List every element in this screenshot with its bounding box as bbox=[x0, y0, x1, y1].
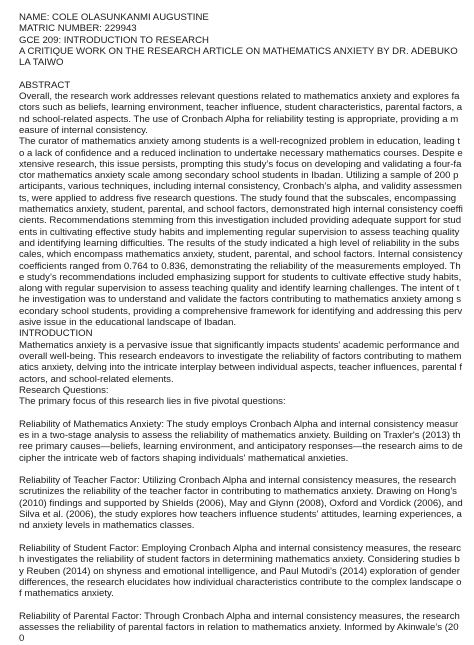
course-code: GCE 209: INTRODUCTION TO RESEARCH bbox=[19, 34, 209, 46]
question-paragraph-parental: Reliability of Parental Factor: Through Cronbach Alpha and internal consistency measures, the research assesses the reliability of parental factors in relation to mathematics anxiety. Informed by Akinwale’s (200 bbox=[19, 610, 460, 645]
spacer bbox=[19, 68, 463, 79]
spacer bbox=[19, 464, 463, 475]
header-block bbox=[19, 12, 463, 68]
research-questions-intro: The primary focus of this research lies in five pivotal questions: bbox=[19, 396, 286, 408]
student-name: NAME: COLE OLASUNKANMI AUGUSTINE bbox=[19, 12, 209, 23]
matric-number: MATRIC NUMBER: 229943 bbox=[19, 23, 137, 35]
abstract-section bbox=[19, 80, 463, 329]
abstract-paragraph-2: The curator of mathematics anxiety among students is a well-recognized problem in education, leading to a lack of confidence and a reduced inclination to undertake necessary mathematics courses. Despite extensive research, this issue persists, prompting this study’s focus on developing and validating a four-factor mathematics anxiety scale among secondary school students in Ibadan. Utilizing a sample of 200 participants, various techniques, including internal consistency, Cronbach’s alpha, and validity assessments, were applied to address five research questions. The study found that the subscales, encompassing mathematics anxiety, student, parental, and school factors, demonstrated high internal consistency coefficients. Recommendations stemming from this investigation included providing adequate support for students in cultivating effective study habits and implementing regular supervision to assess teaching quality and identifying learning difficulties. The results of the study indicated a high level of reliability in the subscales, which encompass mathematics anxiety, student, parental, and school factors. Internal consistency coefficients ranged from 0.764 to 0.836, demonstrating the reliability of the measurements employed. The study’s recommendations included emphasizing support for students to cultivate effective study habits, along with regular supervision to assess teaching quality and identify learning challenges. The intent of the investigation was to understand and validate the factors contributing to mathematics anxiety among secondary school students, providing a comprehensive framework for identifying and addressing this pervasive issue in the educational landscape of Ibadan. bbox=[19, 136, 463, 329]
spacer bbox=[19, 532, 463, 543]
document-body bbox=[19, 12, 463, 645]
research-questions-heading: Research Questions: bbox=[19, 384, 109, 396]
spacer bbox=[19, 599, 463, 610]
question-paragraph-mathematics: Reliability of Mathematics Anxiety: The study employs Cronbach Alpha and internal consistency measures in a two-stage analysis to assess the reliability of mathematics anxiety. Building on Traxler's (2013) three primary causes—beliefs, learning environment, and anticipatory responses—the research aims to decipher the intricate web of factors shaping individuals' mathematical anxieties. bbox=[19, 418, 463, 464]
spacer bbox=[19, 407, 463, 418]
abstract-paragraph-1: Overall, the research work addresses relevant questions related to mathematics anxiety and explores factors such as beliefs, learning environment, teacher influence, student characteristics, parental factors, and school-related aspects. The use of Cronbach Alpha for reliability testing is appropriate, providing a measure of internal consistency. bbox=[19, 91, 463, 136]
question-paragraph-teacher: Reliability of Teacher Factor: Utilizing Cronbach Alpha and internal consistency measures, the research scrutinizes the reliability of the teacher factor in contributing to mathematics anxiety. Drawing on Hong’s (2010) findings and supported by Shields (2006), May and Glynn (2008), Oxford and Vordick (2006), and Silva et al. (2006), the study explores how teachers influence students' attitudes, learning experiences, and anxiety levels in mathematics classes. bbox=[19, 475, 463, 532]
document-title: A CRITIQUE WORK ON THE RESEARCH ARTICLE ON MATHEMATICS ANXIETY BY DR. ADEBUKOLA TAIWO bbox=[19, 45, 458, 69]
introduction-paragraph: Mathematics anxiety is a pervasive issue that significantly impacts students' academic performance and overall well-being. This research endeavors to investigate the reliability of factors contributing to mathematics anxiety, delving into the intricate interplay between individual aspects, teacher influences, parental factors, and school-related elements. bbox=[19, 339, 462, 385]
introduction-section bbox=[19, 328, 463, 407]
abstract-heading: ABSTRACT bbox=[19, 79, 71, 91]
question-paragraph-student: Reliability of Student Factor: Employing Cronbach Alpha and internal consistency measures, the research investigates the reliability of student factors in determining mathematics anxiety. Considering studies by Reuben (2014) on shyness and emotional intelligence, and Paul Mutodi’s (2014) exploration of gender differences, the research elucidates how individual characteristics contribute to the complex landscape of mathematics anxiety. bbox=[19, 542, 462, 600]
introduction-heading: INTRODUCTION bbox=[19, 328, 93, 340]
